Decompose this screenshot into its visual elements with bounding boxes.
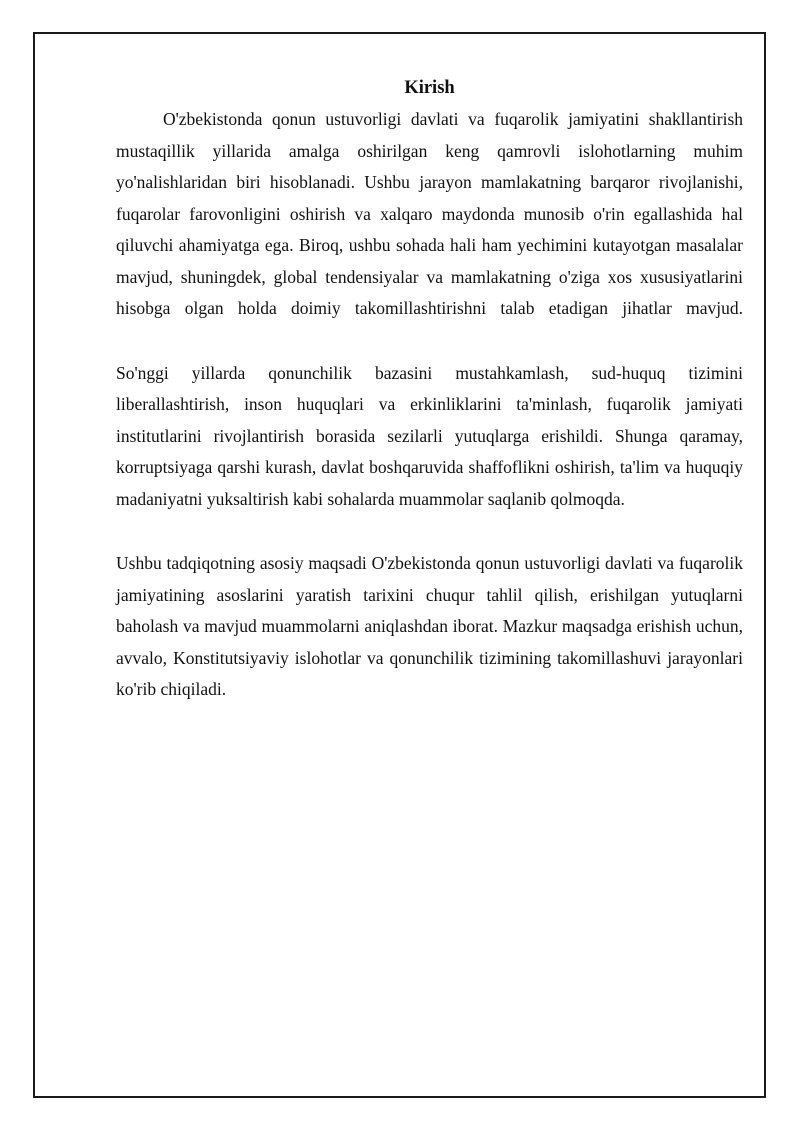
document-title: Kirish bbox=[404, 78, 455, 98]
document-body bbox=[116, 76, 743, 706]
paragraph-achievements: So'nggi yillarda qonunchilik bazasini mustahkamlash, sud-huquq tizimini liberallashtirish, inson huquqlari va erkinliklarini ta'minlash, fuqarolik jamiyati institutlarini rivojlantirish borasida sezilarli yutuqlarga erishildi. Shunga qaramay, korruptsiyaga qarshi kurash, davlat boshqaruvida shaffoflikni oshirish, ta'lim va huquqiy madaniyatni yuksaltirish kabi sohalarda muammolar saqlanib qolmoqda. bbox=[116, 362, 743, 509]
paragraph-spacer bbox=[116, 325, 743, 358]
paragraph-research-goal: Ushbu tadqiqotning asosiy maqsadi O'zbekistonda qonun ustuvorligi davlati va fuqarolik jamiyatining asoslarini yaratish tarixini chuqur tahlil qilish, erishilgan yutuqlarni baholash va mavjud muammolarni aniqlashdan iborat. Mazkur maqsadga erishish uchun, avvalo, Konstitutsiyaviy islohotlar va qonunchilik tizimining takomillashuvi jarayonlari ko'rib chiqiladi. bbox=[116, 553, 743, 699]
paragraph-spacer bbox=[116, 515, 743, 548]
paragraph-intro: O'zbekistonda qonun ustuvorligi davlati va fuqarolik jamiyatini shakllantirish mustaqillik yillarida amalga oshirilgan keng qamrovli islohotlarning muhim yo'nalishlaridan biri hisoblanadi. Ushbu jarayon mamlakatning barqaror rivojlanishi, fuqarolar farovonligini oshirish va xalqaro maydonda munosib o'rin egallashida hal qiluvchi ahamiyatga ega. Biroq, ushbu sohada hali ham yechimini kutayotgan masalalar mavjud, shuningdek, global tendensiyalar va mamlakatning o'ziga xos xususiyatlarini hisobga olgan holda doimiy takomillashtirishni talab etadigan jihatlar mavjud. bbox=[116, 109, 743, 318]
